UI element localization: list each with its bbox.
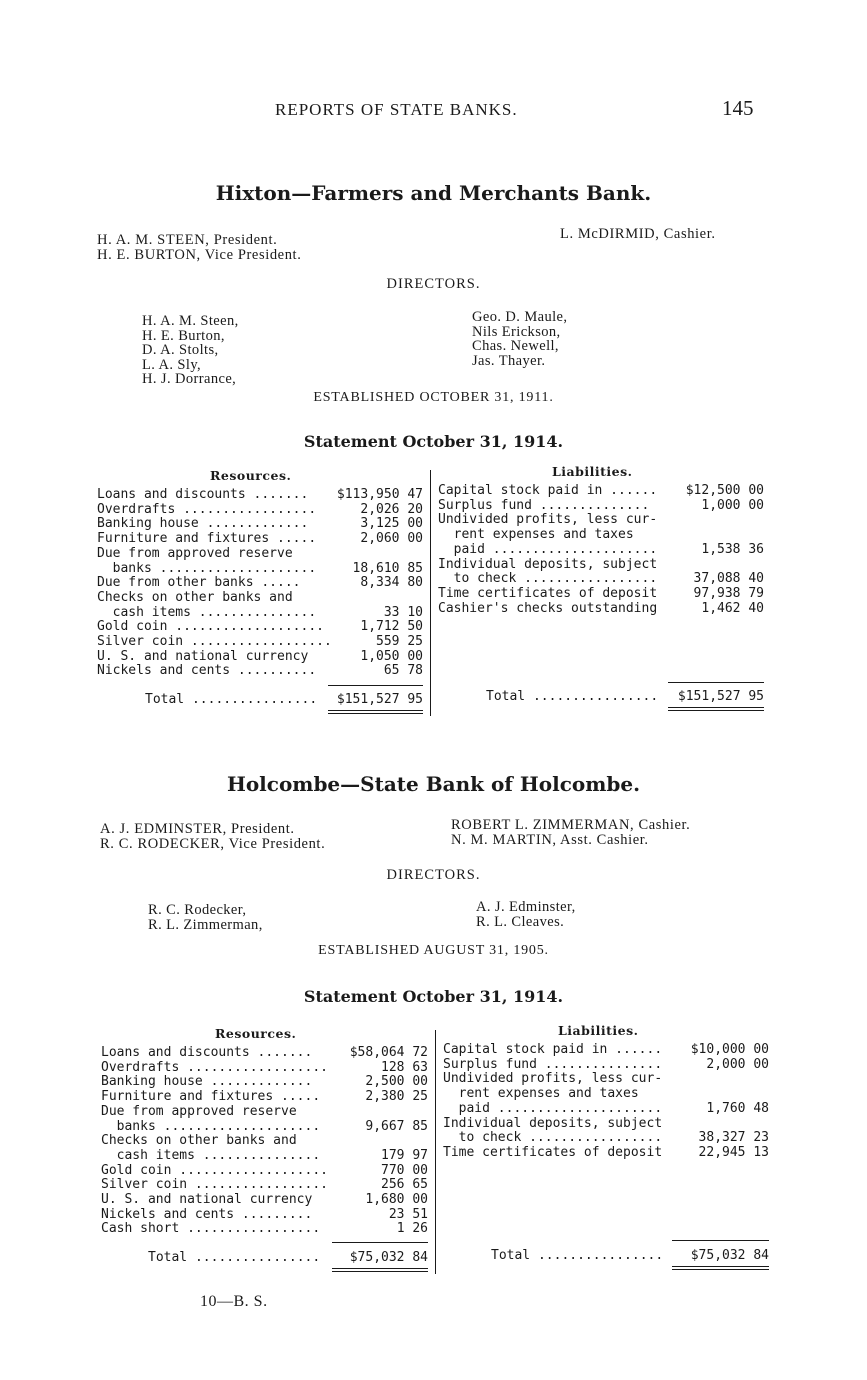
directors-heading: DIRECTORS. bbox=[386, 276, 481, 292]
ledger-row bbox=[101, 1060, 428, 1075]
ledger-label: Undivided profits, less cur- bbox=[443, 1071, 663, 1087]
ledger-amount: 37,088 40 bbox=[693, 571, 764, 587]
officers-left bbox=[100, 822, 325, 852]
ledger-amount: 1,760 48 bbox=[706, 1100, 769, 1116]
officers-left bbox=[97, 233, 301, 263]
directors-list-left bbox=[148, 903, 263, 932]
total-rule bbox=[672, 1240, 769, 1241]
director-name: Geo. D. Maule, bbox=[472, 309, 568, 325]
ledger-label: Surplus fund .............. bbox=[438, 497, 650, 513]
officer-cashier: L. McDIRMID, Cashier. bbox=[560, 226, 716, 242]
bank-title: Hixton—Farmers and Merchants Bank. bbox=[215, 181, 652, 205]
ledger-amount: 38,327 23 bbox=[698, 1130, 769, 1146]
directors-list-right bbox=[472, 310, 567, 368]
officer-president: A. J. EDMINSTER, President. bbox=[100, 821, 295, 837]
ledger-label: Nickels and cents ......... bbox=[101, 1206, 313, 1222]
total-rule bbox=[668, 682, 764, 683]
ledger-row bbox=[443, 1042, 769, 1057]
ledger-amount: 23 51 bbox=[388, 1206, 428, 1222]
total-label: Total ................ bbox=[491, 1248, 664, 1263]
total-label: Total ................ bbox=[148, 1250, 321, 1265]
ledger-label: to check ................. bbox=[438, 571, 658, 587]
ledger-row bbox=[438, 512, 764, 527]
ledger-amount: $58,064 72 bbox=[349, 1045, 428, 1060]
ledger-row bbox=[97, 487, 423, 502]
ledger-label: paid ..................... bbox=[438, 541, 658, 557]
ledger-label: Individual deposits, subject bbox=[443, 1115, 663, 1131]
ledger-row bbox=[443, 1130, 769, 1145]
ledger-row bbox=[101, 1119, 428, 1134]
ledger-amount: 128 63 bbox=[381, 1059, 428, 1075]
ledger-amount: 1,000 00 bbox=[701, 497, 764, 513]
ledger-label: rent expenses and taxes bbox=[443, 1086, 639, 1102]
ledger-amount: 1 26 bbox=[396, 1221, 428, 1237]
resources-heading: Resources. bbox=[210, 468, 292, 483]
ledger-label: Cash short ................. bbox=[101, 1221, 321, 1237]
column-divider bbox=[430, 470, 431, 716]
total-rule bbox=[328, 685, 423, 686]
ledger-row bbox=[97, 546, 423, 561]
double-rule bbox=[328, 710, 423, 714]
ledger-row bbox=[101, 1045, 428, 1060]
ledger-row bbox=[97, 649, 423, 664]
directors-list-left bbox=[142, 314, 239, 387]
total-rule bbox=[332, 1242, 428, 1243]
running-header: REPORTS OF STATE BANKS. bbox=[275, 100, 518, 119]
established-line: ESTABLISHED AUGUST 31, 1905. bbox=[318, 943, 549, 958]
total-amount: $75,032 84 bbox=[690, 1248, 769, 1263]
ledger-amount: $113,950 47 bbox=[336, 487, 423, 502]
bank-title: Holcombe—State Bank of Holcombe. bbox=[226, 772, 641, 796]
resources-heading: Resources. bbox=[215, 1026, 297, 1041]
officers-right bbox=[451, 818, 690, 848]
ledger-amount: 9,667 85 bbox=[365, 1118, 428, 1134]
ledger-label: Overdrafts .................. bbox=[101, 1059, 328, 1075]
resources-total-row bbox=[148, 1250, 428, 1265]
total-amount: $151,527 95 bbox=[336, 692, 423, 707]
established-line: ESTABLISHED OCTOBER 31, 1911. bbox=[313, 390, 554, 405]
ledger-row bbox=[97, 531, 423, 546]
ledger-label: Loans and discounts ....... bbox=[101, 1045, 313, 1060]
ledger-label: U. S. and national currency bbox=[101, 1192, 313, 1207]
ledger-amount: 1,712 50 bbox=[360, 619, 423, 635]
ledger-row bbox=[101, 1163, 428, 1178]
ledger-amount: 2,060 00 bbox=[360, 531, 423, 547]
signature-mark: 10—B. S. bbox=[200, 1293, 268, 1310]
directors-heading: DIRECTORS. bbox=[386, 867, 481, 883]
ledger-row bbox=[438, 498, 764, 513]
ledger-amount: 179 97 bbox=[381, 1147, 428, 1163]
ledger-amount: 22,945 13 bbox=[698, 1144, 769, 1160]
column-divider bbox=[435, 1030, 436, 1274]
ledger-row bbox=[97, 619, 423, 634]
ledger-label: Gold coin ................... bbox=[101, 1162, 328, 1178]
ledger-amount: 18,610 85 bbox=[352, 560, 423, 576]
liabilities-heading: Liabilities. bbox=[552, 464, 633, 479]
ledger-label: banks .................... bbox=[97, 560, 317, 576]
ledger-row bbox=[443, 1086, 769, 1101]
ledger-label: to check ................. bbox=[443, 1130, 663, 1146]
ledger-amount: 2,500 00 bbox=[365, 1074, 428, 1090]
ledger-label: Furniture and fixtures ..... bbox=[97, 531, 317, 547]
ledger-label: rent expenses and taxes bbox=[438, 527, 634, 543]
ledger-label: cash items ............... bbox=[101, 1147, 321, 1163]
liabilities-total-row bbox=[491, 1248, 769, 1263]
ledger-amount: 8,334 80 bbox=[360, 575, 423, 591]
ledger-label: Banking house ............. bbox=[101, 1074, 313, 1090]
ledger-row bbox=[443, 1116, 769, 1131]
ledger-label: Due from approved reserve bbox=[101, 1103, 297, 1119]
director-name: A. J. Edminster, bbox=[476, 899, 576, 915]
double-rule bbox=[332, 1268, 428, 1272]
ledger-label: Capital stock paid in ...... bbox=[443, 1042, 663, 1057]
officer-president: H. A. M. STEEN, President. bbox=[97, 232, 278, 248]
ledger-label: Silver coin ................. bbox=[101, 1177, 328, 1193]
liabilities-heading: Liabilities. bbox=[558, 1023, 639, 1038]
officer-cashier: ROBERT L. ZIMMERMAN, Cashier. bbox=[451, 817, 691, 833]
ledger-amount: 1,680 00 bbox=[365, 1192, 428, 1207]
resources-total-row bbox=[145, 692, 423, 707]
ledger-amount: 256 65 bbox=[381, 1177, 428, 1193]
ledger-label: Overdrafts ................. bbox=[97, 501, 317, 517]
ledger-row bbox=[101, 1133, 428, 1148]
officer-vice-president: H. E. BURTON, Vice President. bbox=[97, 247, 302, 263]
ledger-row bbox=[438, 571, 764, 586]
total-label: Total ................ bbox=[486, 689, 659, 704]
ledger-row bbox=[97, 516, 423, 531]
statement-title: Statement October 31, 1914. bbox=[303, 987, 564, 1006]
ledger-amount: 33 10 bbox=[383, 604, 423, 620]
ledger-label: Loans and discounts ....... bbox=[97, 487, 309, 502]
ledger-row bbox=[438, 542, 764, 557]
ledger-row bbox=[97, 502, 423, 517]
ledger-amount: 1,462 40 bbox=[701, 600, 764, 616]
ledger-row bbox=[97, 590, 423, 605]
ledger-amount: 2,380 25 bbox=[365, 1089, 428, 1105]
ledger-label: Checks on other banks and bbox=[97, 589, 293, 605]
director-name: Jas. Thayer. bbox=[472, 352, 546, 369]
ledger-amount: 1,538 36 bbox=[701, 541, 764, 557]
ledger-label: Capital stock paid in ...... bbox=[438, 483, 658, 498]
ledger-row bbox=[101, 1192, 428, 1207]
ledger-row bbox=[101, 1104, 428, 1119]
director-name: H. E. Burton, bbox=[142, 327, 225, 344]
statement-title: Statement October 31, 1914. bbox=[303, 432, 564, 451]
ledger-row bbox=[101, 1089, 428, 1104]
director-name: R. C. Rodecker, bbox=[148, 902, 247, 918]
ledger-row bbox=[438, 586, 764, 601]
ledger-row bbox=[101, 1148, 428, 1163]
ledger-row bbox=[438, 483, 764, 498]
ledger-amount: 2,000 00 bbox=[706, 1056, 769, 1072]
ledger-label: Time certificates of deposit bbox=[443, 1144, 663, 1160]
page-number: 145 bbox=[722, 96, 754, 120]
ledger-row bbox=[438, 527, 764, 542]
double-rule bbox=[672, 1266, 769, 1270]
total-amount: $151,527 95 bbox=[677, 689, 764, 704]
officer-asst-cashier: N. M. MARTIN, Asst. Cashier. bbox=[451, 832, 649, 848]
ledger-label: Undivided profits, less cur- bbox=[438, 512, 658, 528]
ledger-row bbox=[101, 1074, 428, 1089]
ledger-label: Cashier's checks outstanding bbox=[438, 600, 658, 616]
ledger-row bbox=[101, 1177, 428, 1192]
ledger-label: banks .................... bbox=[101, 1118, 321, 1134]
ledger-amount: 1,050 00 bbox=[360, 648, 423, 664]
officer-vice-president: R. C. RODECKER, Vice President. bbox=[100, 836, 326, 852]
directors-list-right bbox=[476, 900, 576, 929]
director-name: D. A. Stolts, bbox=[142, 342, 219, 358]
director-name: L. A. Sly, bbox=[142, 356, 202, 373]
ledger-label: paid ..................... bbox=[443, 1100, 663, 1116]
ledger-label: Gold coin ................... bbox=[97, 619, 324, 635]
ledger-amount: $12,500 00 bbox=[685, 483, 764, 498]
ledger-amount: $10,000 00 bbox=[690, 1042, 769, 1057]
ledger-label: Furniture and fixtures ..... bbox=[101, 1089, 321, 1105]
ledger-row bbox=[97, 575, 423, 590]
director-name: H. A. M. Steen, bbox=[142, 313, 239, 329]
ledger-row bbox=[443, 1057, 769, 1072]
ledger-row bbox=[443, 1101, 769, 1116]
ledger-label: Due from other banks ..... bbox=[97, 575, 301, 591]
ledger-row bbox=[443, 1071, 769, 1086]
director-name: Nils Erickson, bbox=[472, 323, 561, 340]
ledger-row bbox=[97, 605, 423, 620]
ledger-label: Time certificates of deposit bbox=[438, 585, 658, 601]
ledger-row bbox=[97, 561, 423, 576]
ledger-label: cash items ............... bbox=[97, 604, 317, 620]
ledger-amount: 770 00 bbox=[381, 1162, 428, 1178]
ledger-label: Due from approved reserve bbox=[97, 545, 293, 561]
ledger-row bbox=[101, 1207, 428, 1222]
double-rule bbox=[668, 707, 764, 711]
director-name: R. L. Zimmerman, bbox=[148, 916, 263, 933]
ledger-row bbox=[438, 557, 764, 572]
ledger-row bbox=[101, 1221, 428, 1236]
total-label: Total ................ bbox=[145, 692, 318, 707]
total-amount: $75,032 84 bbox=[349, 1250, 428, 1265]
ledger-label: U. S. and national currency bbox=[97, 648, 309, 664]
director-name: H. J. Dorrance, bbox=[142, 371, 237, 387]
ledger-row bbox=[97, 663, 423, 678]
ledger-row bbox=[443, 1145, 769, 1160]
ledger-row bbox=[97, 634, 423, 649]
ledger-amount: 65 78 bbox=[383, 663, 423, 679]
ledger-amount: 2,026 20 bbox=[360, 501, 423, 517]
ledger-amount: 559 25 bbox=[376, 634, 423, 649]
liabilities-total-row bbox=[486, 689, 764, 704]
ledger-row bbox=[438, 601, 764, 616]
ledger-label: Surplus fund ............... bbox=[443, 1056, 663, 1072]
ledger-label: Individual deposits, subject bbox=[438, 556, 658, 572]
ledger-label: Nickels and cents .......... bbox=[97, 663, 317, 679]
ledger-label: Silver coin .................. bbox=[97, 634, 332, 649]
ledger-label: Checks on other banks and bbox=[101, 1133, 297, 1149]
officers-right bbox=[560, 227, 716, 242]
ledger-amount: 3,125 00 bbox=[360, 516, 423, 532]
ledger-label: Banking house ............. bbox=[97, 516, 309, 532]
director-name: Chas. Newell, bbox=[472, 338, 559, 354]
ledger-amount: 97,938 79 bbox=[693, 585, 764, 601]
director-name: R. L. Cleaves. bbox=[476, 913, 565, 930]
